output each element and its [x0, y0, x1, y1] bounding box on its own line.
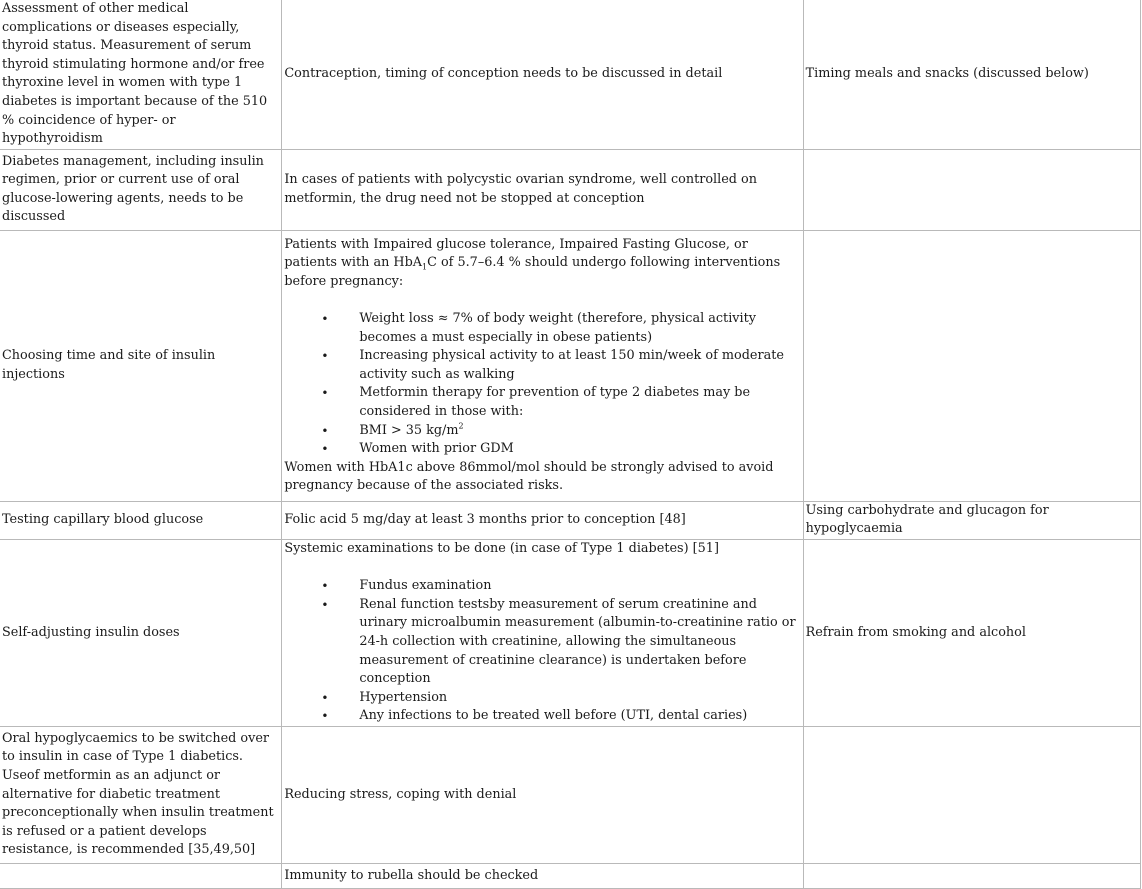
bullet-icon: • [321, 386, 329, 401]
table-cell [803, 230, 1140, 501]
bullet-icon: • [321, 597, 329, 612]
table-cell: Immunity to rubella should be checked [282, 863, 803, 888]
table-cell [803, 726, 1140, 863]
list-item: • Weight loss ≈ 7% of body weight (therefore, physical activity becomes a must especially in obese patients) [321, 310, 756, 345]
list-item: • Any infections to be treated well before (UTI, dental caries) [284, 707, 800, 726]
bullet-list [284, 310, 800, 459]
bullet-icon: • [321, 579, 329, 594]
table-cell: Timing meals and snacks (discussed below) [803, 0, 1140, 149]
outro-text: Women with HbA1c above 86mmol/mol should be strongly advised to avoid pregnancy because of the associated risks. [284, 459, 774, 494]
list-item: • Increasing physical activity to at least 150 min/week of moderate activity such as walking [321, 348, 784, 382]
table-cell: Assessment of other medical complications or diseases especially, thyroid status. Measurement of serum thyroid stimulating hormone and/or free thyroxine level in women with type 1 diabetes is important because of the 510 % coincidence of hyper- or hypothyroidism [0, 0, 282, 149]
table-cell: Contraception, timing of conception needs to be discussed in detail [282, 0, 803, 149]
list-item: • Hypertension [284, 689, 800, 708]
bullet-icon: • [321, 311, 329, 326]
table-cell: Oral hypoglycaemics to be switched over to insulin in case of Type 1 diabetics. Useof metformin as an adjunct or alternative for diabetic treatment preconceptionally when insulin treatment is refused or a patient develops resistance, is recommended [35,49,50] [0, 726, 282, 863]
table-cell [0, 863, 282, 888]
list-item: • Metformin therapy for prevention of type 2 diabetes may be considered in those with: [321, 385, 751, 419]
table-row [0, 863, 1141, 888]
bullet-icon: • [321, 423, 329, 438]
table-row [0, 501, 1141, 539]
table-cell: Self-adjusting insulin doses [0, 539, 282, 726]
table-cell [282, 230, 803, 501]
table-row [0, 0, 1141, 149]
table-cell: Refrain from smoking and alcohol [803, 539, 1140, 726]
table-row [0, 539, 1141, 726]
bullet-icon: • [321, 442, 329, 457]
list-item: • Fundus examination [284, 577, 800, 596]
list-item: • Renal function testsby measurement of serum creatinine and urinary microalbumin measurement (albumin-to-creatinine ratio or 24-h collection with creatinine, allowing the simultaneous measurement of creatinine clearance) is undertaken before conception [321, 596, 796, 687]
bullet-icon: • [321, 349, 329, 364]
bullet-list [284, 577, 800, 726]
table-cell: In cases of patients with polycystic ovarian syndrome, well controlled on metformin, the drug need not be stopped at conception [282, 149, 803, 230]
table-cell: Diabetes management, including insulin regimen, prior or current use of oral glucose-lowering agents, needs to be discussed [0, 149, 282, 230]
bullet-icon: • [321, 690, 329, 705]
table-cell: Testing capillary blood glucose [0, 501, 282, 539]
table-row [0, 726, 1141, 863]
table-row [0, 149, 1141, 230]
table-cell [803, 863, 1140, 888]
table-cell: Choosing time and site of insulin injections [0, 230, 282, 501]
intro-text: Patients with Impaired glucose tolerance, Impaired Fasting Glucose, or patients with an HbA$_1$C of 5.7–6.4 % should undergo following interventions before pregnancy: [284, 236, 781, 289]
table-cell [282, 539, 803, 726]
list-item: • Women with prior GDM [284, 440, 800, 459]
list-item: • BMI > 35 $kg/m^2$ [284, 422, 800, 441]
table-row [0, 230, 1141, 501]
table-cell: Reducing stress, coping with denial [282, 726, 803, 863]
bullet-icon: • [321, 709, 329, 724]
intro-text: Systemic examinations to be done (in case of Type 1 diabetes) [51] [284, 540, 719, 556]
table-cell: Folic acid 5 mg/day at least 3 months prior to conception [48] [282, 501, 803, 539]
table-cell: Using carbohydrate and glucagon for hypoglycaemia [803, 501, 1140, 539]
table-cell [803, 149, 1140, 230]
